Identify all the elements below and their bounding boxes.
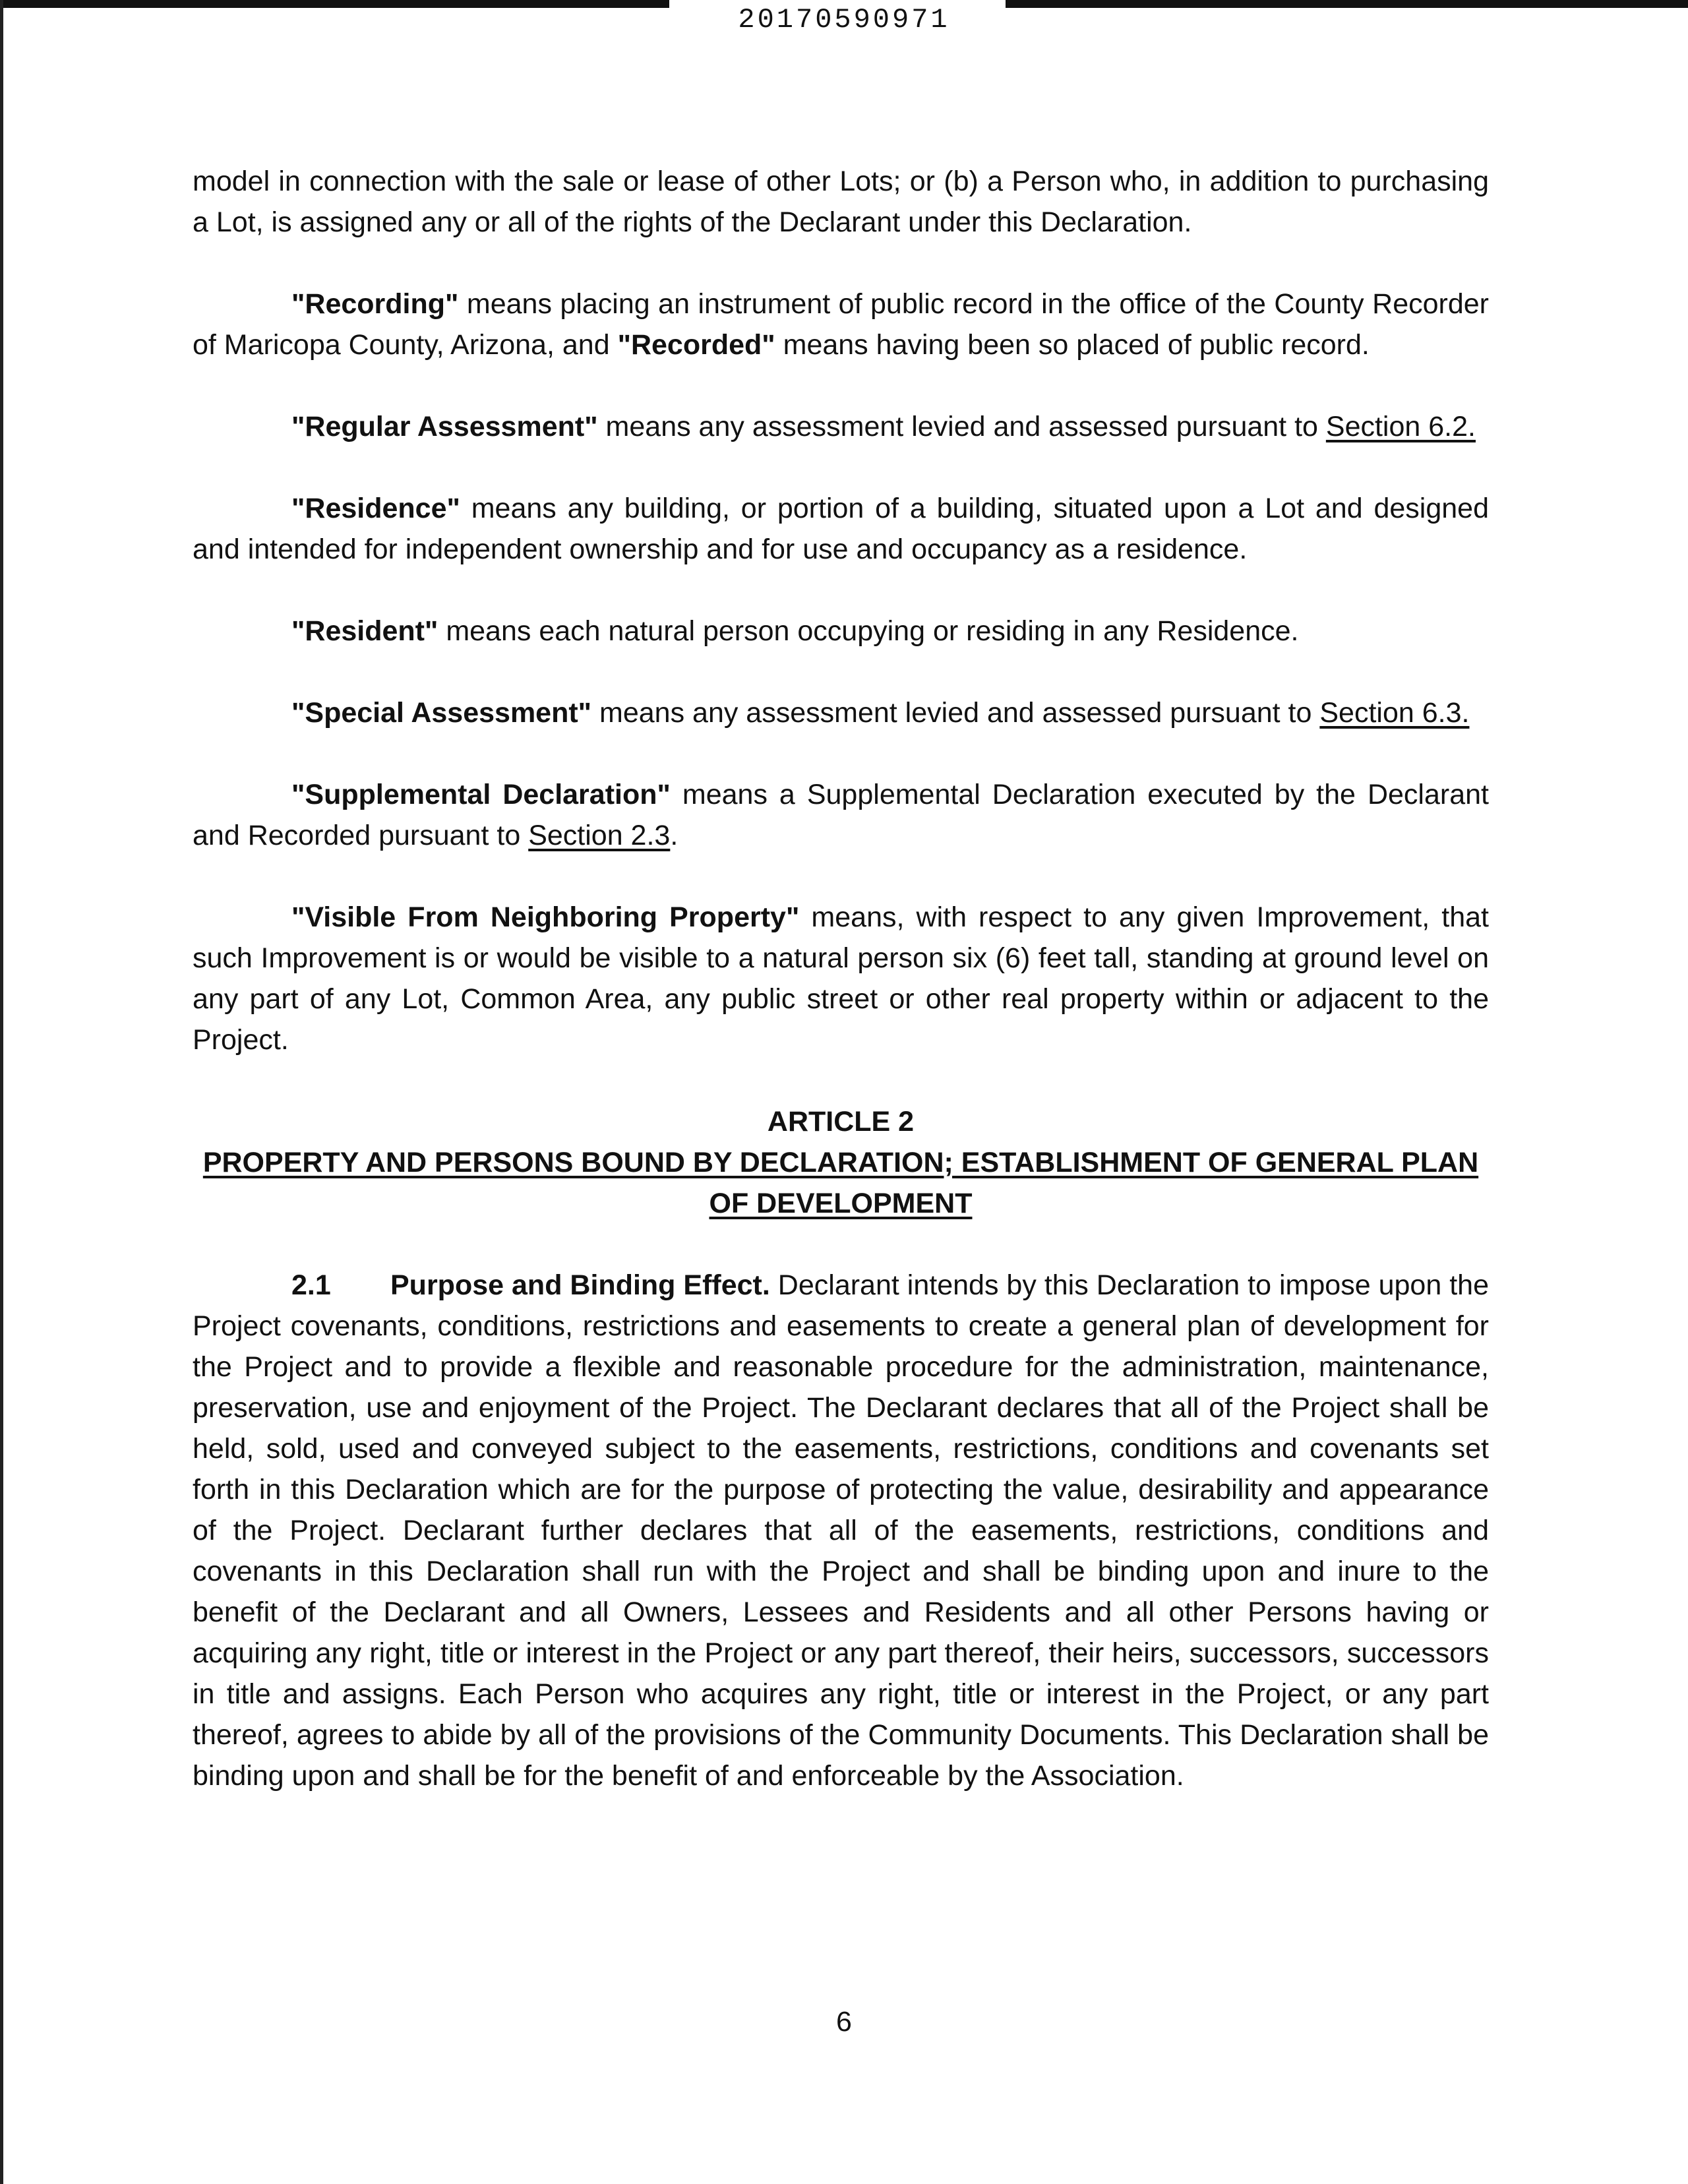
page-number: 6 (836, 2006, 852, 2038)
definition-term: "Visible From Neighboring Property" (291, 901, 800, 933)
article-heading (193, 1101, 1489, 1224)
article-title: PROPERTY AND PERSONS BOUND BY DECLARATION; ESTABLISHMENT OF GENERAL PLAN OF DEVELOPMENT (202, 1147, 1479, 1219)
section-reference: Section 6.2. (1325, 411, 1476, 442)
definition-text: means any assessment levied and assessed pursuant to (591, 697, 1320, 729)
definition-term: "Special Assessment" (291, 697, 592, 729)
definition-residence (193, 488, 1489, 570)
definition-text: . (670, 820, 678, 851)
section-number: 2.1 (291, 1269, 331, 1301)
definition-text: means a Supplemental Declaration executed by the Declarant and Recorded pursuant to (193, 779, 1489, 851)
document-number: 20170590971 (738, 4, 950, 36)
definition-text: means placing an instrument of public record in the office of the County Recorder of Maricopa County, Arizona, and (193, 288, 1489, 361)
continuation-paragraph: model in connection with the sale or lease of other Lots; or (b) a Person who, in addition to purchasing a Lot, is assigned any or all of the rights of the Declarant under this Declaration. (193, 166, 1489, 238)
definition-term: "Supplemental Declaration" (291, 779, 671, 810)
section-reference: Section 2.3 (528, 820, 671, 851)
scan-border-left (0, 0, 3, 2184)
section-2-1-paragraph (193, 1265, 1489, 1796)
definition-visible-from-neighboring-property (193, 897, 1489, 1060)
article-number: ARTICLE 2 (767, 1106, 915, 1138)
definition-regular-assessment (193, 406, 1489, 447)
section-heading: Purpose and Binding Effect. (390, 1269, 770, 1301)
definition-term: "Regular Assessment" (291, 411, 598, 442)
definition-term: "Recording" (291, 288, 459, 320)
definition-text: means, with respect to any given Improvement, that such Improvement is or would be visible to a natural person six (6) feet tall, standing at ground level on any part of any Lot, Common Area, any public street or other real property within or adjacent to the Project. (193, 901, 1489, 1056)
definition-text: means each natural person occupying or residing in any Residence. (438, 615, 1299, 647)
definition-recording (193, 284, 1489, 365)
definition-supplemental-declaration (193, 774, 1489, 856)
section-text: Declarant intends by this Declaration to impose upon the Project covenants, conditions, restrictions and easements to create a general plan of development for the Project and to provide a flexible and reasonable procedure for the administration, maintenance, preservation, use and enjoyment of the Project. The Declarant declares that all of the Project shall be held, sold, used and conveyed subject to the easements, restrictions, conditions and covenants set forth in this Declaration which are for the purpose of protecting the value, desirability and appearance of the Project. Declarant further declares that all of the easements, restrictions, conditions and covenants in this Declaration shall run with the Project and shall be binding upon and inure to the benefit of the Declarant and all Owners, Lessees and Residents and all other Persons having or acquiring any right, title or interest in the Project or any part thereof, their heirs, successors, successors in title and assigns. Each Person who acquires any right, title or interest in the Project, or any part thereof, agrees to abide by all of the provisions of the Community Documents. This Declaration shall be binding upon and shall be for the benefit of and enforceable by the Association. (193, 1269, 1489, 1792)
definition-text: means any building, or portion of a building, situated upon a Lot and designed and intended for independent ownership and for use and occupancy as a residence. (193, 493, 1489, 565)
section-reference: Section 6.3. (1319, 697, 1470, 729)
definition-special-assessment (193, 692, 1489, 733)
definition-text: means having been so placed of public record. (775, 329, 1370, 361)
definition-term: "Resident" (291, 615, 438, 647)
document-body (193, 161, 1489, 1837)
definition-term: "Recorded" (617, 329, 775, 361)
definition-text: means any assessment levied and assessed pursuant to (597, 411, 1326, 442)
definition-resident (193, 611, 1489, 652)
definition-term: "Residence" (291, 493, 460, 524)
